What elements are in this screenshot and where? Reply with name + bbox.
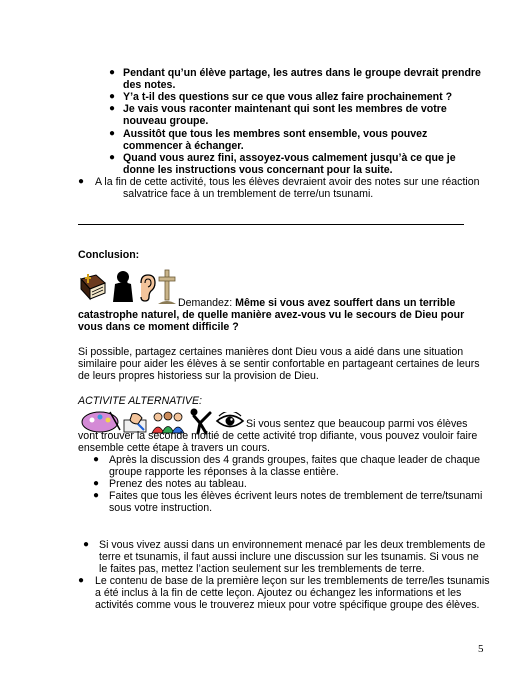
bullet: ● <box>78 176 85 187</box>
bullet: ● <box>93 478 100 489</box>
paragraph-line: similaire pour aider les élèves à se sentir confortable en partageant certaines de leurs <box>78 358 480 370</box>
alternative-line: Si vous sentez que beaucoup parmi vos élèves <box>246 418 468 430</box>
bullet: ● <box>109 67 116 78</box>
ask-prefix: Demandez: <box>178 297 236 309</box>
alternative-line: vont trouver la seconde moitié de cette activité trop difiante, vous pouvez vouloir faire <box>78 430 478 442</box>
list-item: donne les instructions vous concernant pour la suite. <box>123 164 393 176</box>
list-item: sous votre instruction. <box>109 502 213 514</box>
paragraph-line: Si possible, partagez certaines manières dont Dieu vous a aidé dans une situation <box>78 346 464 358</box>
bullet: ● <box>93 454 100 465</box>
conclusion-heading: Conclusion: <box>78 249 140 261</box>
list-item: Faites que tous les élèves écrivent leurs notes de tremblement de terre/tsunami <box>109 490 483 502</box>
list-item: Après la discussion des 4 grands groupes, faites que chaque leader de chaque <box>109 454 481 466</box>
alternative-line: ensemble cette étape à travers un cours. <box>78 442 270 454</box>
closing-line: Le contenu de base de la première leçon sur les tremblements de terre/les tsunamis <box>95 575 490 587</box>
list-item: Y’a t-il des questions sur ce que vous allez faire prochainement ? <box>123 91 453 103</box>
closing-line: a été inclus à la fin de cette leçon. Ajoutez ou échangez les informations et les <box>95 587 462 599</box>
bullet: ● <box>109 103 116 114</box>
bullet: ● <box>109 152 116 163</box>
praying-child-icon <box>109 270 137 306</box>
bullet: ● <box>109 91 116 102</box>
page-number: 5 <box>478 643 484 655</box>
divider <box>78 224 464 225</box>
list-item: Prenez des notes au tableau. <box>109 478 247 490</box>
end-note-line: A la fin de cette activité, tous les élèves devraient avoir des notes sur une réaction <box>95 176 480 188</box>
ask-question-line: catastrophe naturel, de quelle manière avez-vous vu le secours de Dieu pour <box>78 309 465 321</box>
paragraph-line: de leurs propres historiess sur la provision de Dieu. <box>78 370 319 382</box>
closing-line: terre et tsunamis, il faut aussi inclure une discussion sur les tsunamis. Si vous ne <box>99 551 479 563</box>
bullet: ● <box>78 575 85 586</box>
list-item: nouveau groupe. <box>123 115 209 127</box>
bullet: ● <box>83 539 90 550</box>
list-item: des notes. <box>123 79 176 91</box>
ask-question-line: vous dans ce moment difficile ? <box>78 321 239 333</box>
list-item: Je vais vous raconter maintenant qui sont les membres de votre <box>123 103 447 115</box>
ask-question: Même si vous avez souffert dans un terrible <box>235 297 456 309</box>
alternative-heading: ACTIVITE ALTERNATIVE: <box>78 395 203 407</box>
list-item: Aussitôt que tous les membres sont ensemble, vous pouvez <box>123 128 428 140</box>
closing-line: activités comme vous le trouverez mieux pour votre spécifique groupe des élèves. <box>95 599 480 611</box>
bullet: ● <box>109 128 116 139</box>
cross-icon <box>156 268 178 308</box>
ask-prompt <box>178 297 455 309</box>
bullet: ● <box>93 490 100 501</box>
bible-icon <box>78 271 108 305</box>
end-note-line: salvatrice face à un tremblement de terre/un tsunami. <box>123 188 374 200</box>
list-item: Quand vous aurez fini, assoyez-vous calmement jusqu’à ce que je <box>123 152 456 164</box>
eye-icon <box>215 412 245 430</box>
closing-line: le faites pas, mettez l’action seulement sur les tremblements de terre. <box>99 563 425 575</box>
closing-line: Si vous vivez aussi dans un environnement menacé par les deux tremblements de <box>99 539 486 551</box>
list-item: Pendant qu’un élève partage, les autres dans le groupe devrait prendre <box>123 67 481 79</box>
ear-icon <box>137 273 157 303</box>
list-item: groupe rapporte les réponses à la classe entière. <box>109 466 339 478</box>
list-item: commencer à échanger. <box>123 140 244 152</box>
